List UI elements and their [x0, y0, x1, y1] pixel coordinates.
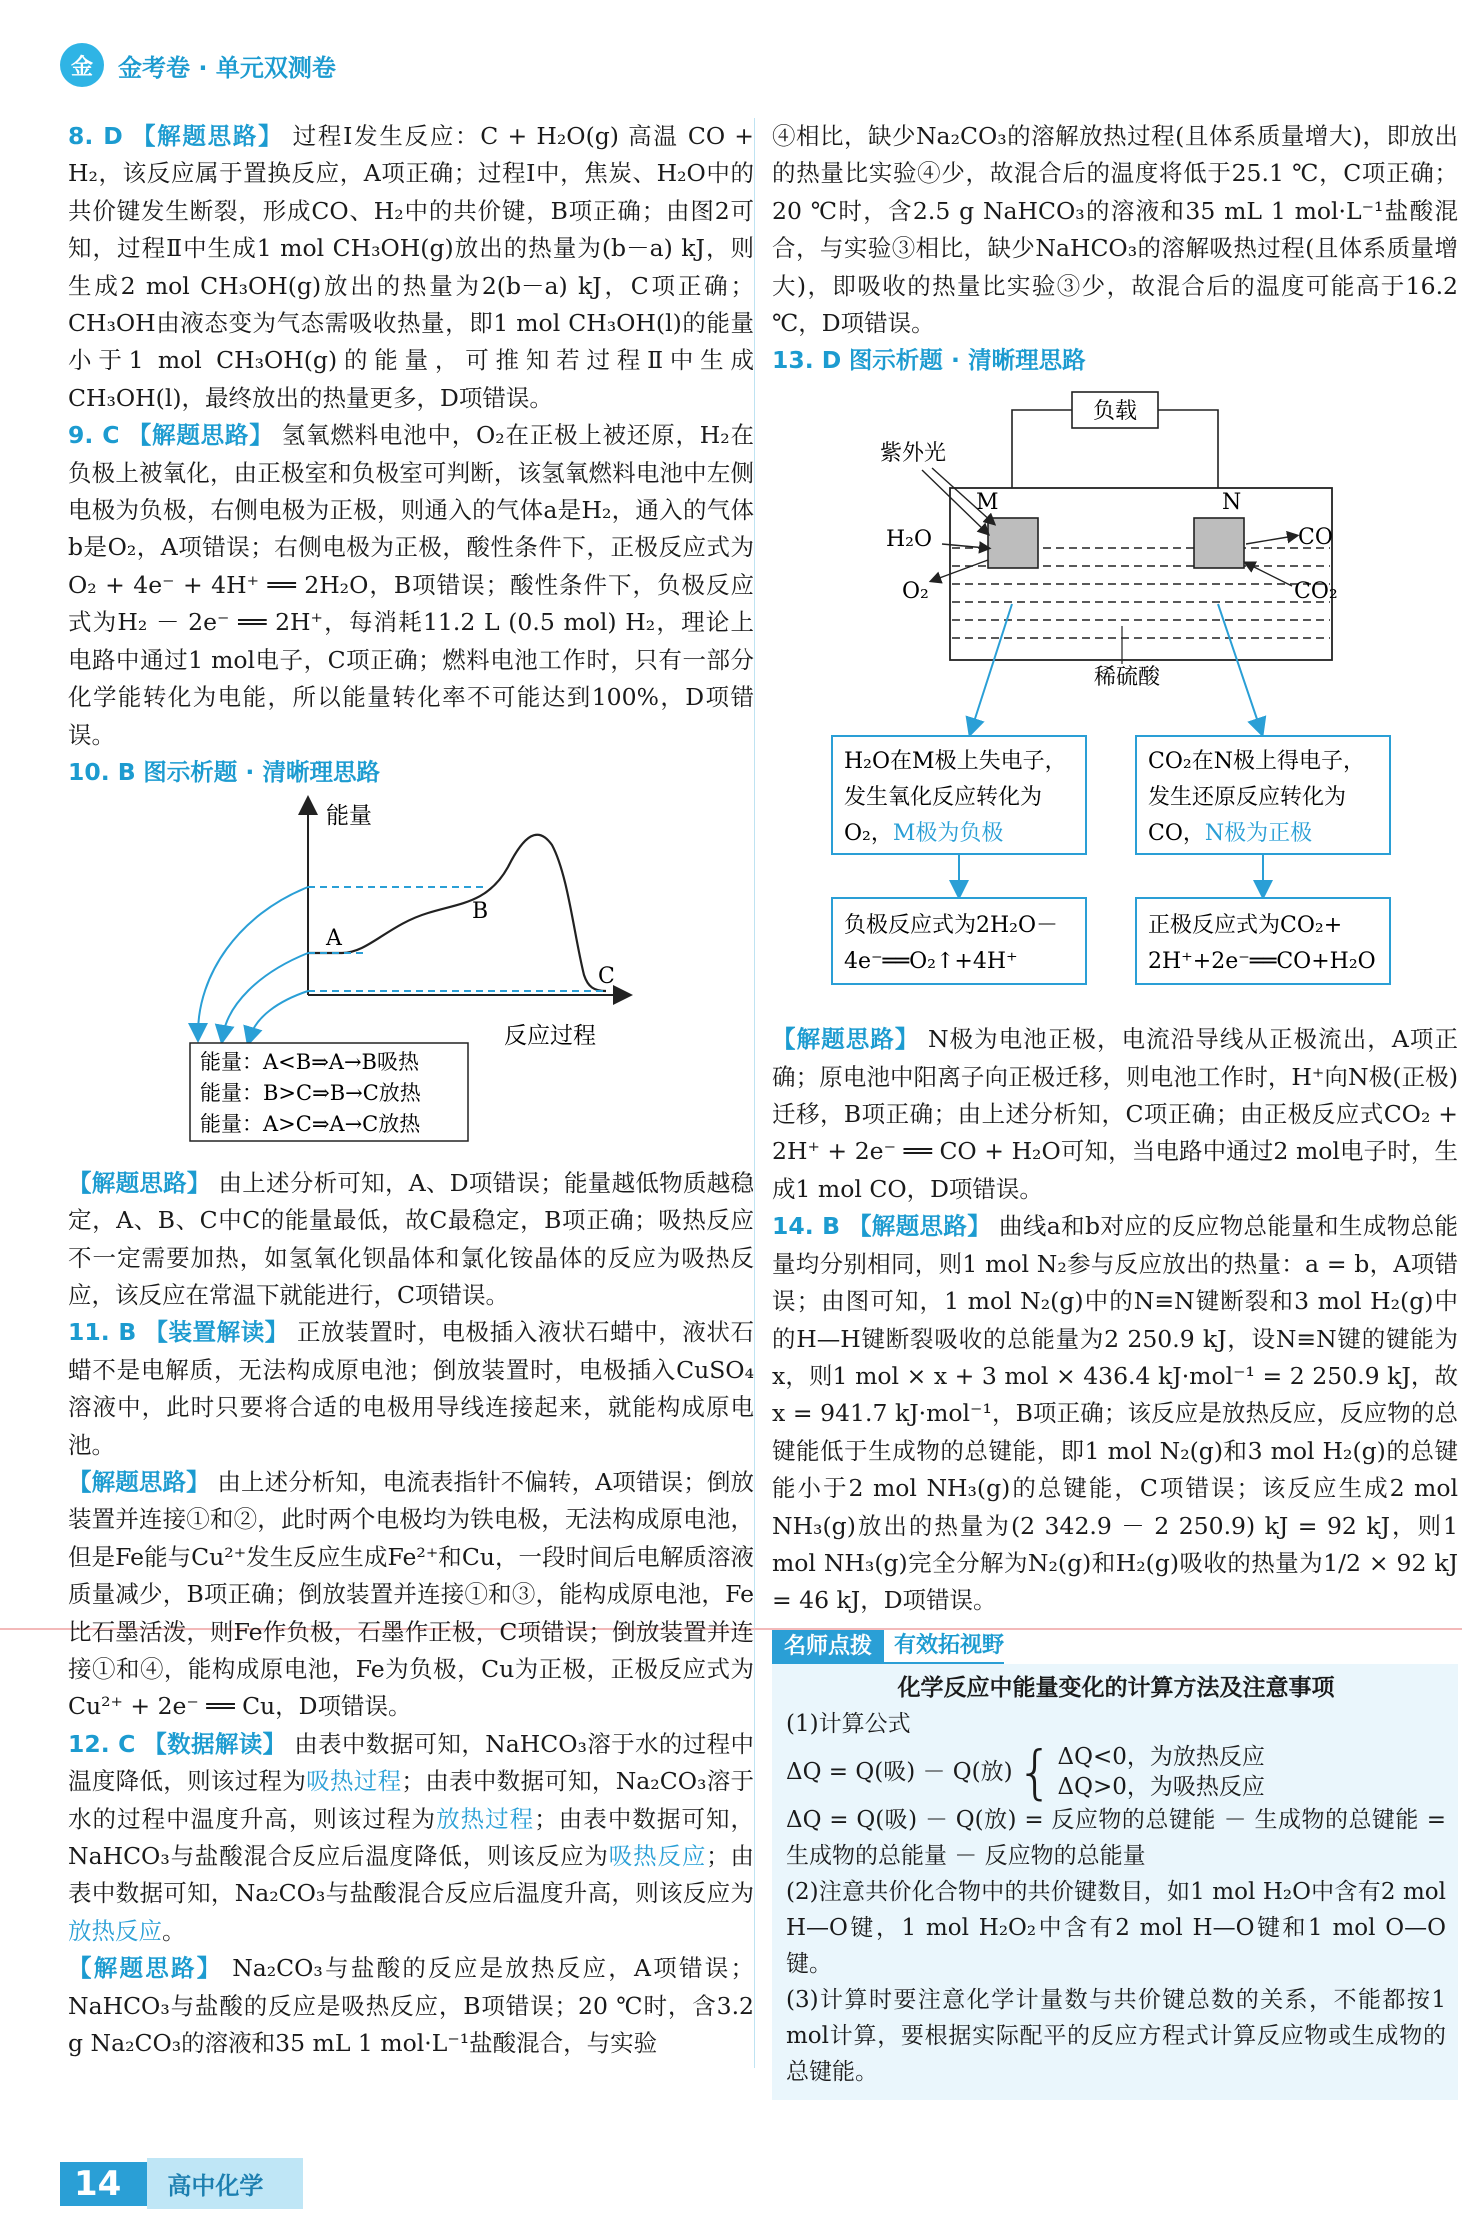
load-label: 负载 [1092, 398, 1138, 424]
answer-13-body: 【解题思路】 N极为电池正极，电流沿导线从正极流出，A项正确；原电池中阳离子向正极迁移，则电池工作时，H⁺向N极(正极)迁移，B项正确；由上述分析知，C项正确；由正极反应式CO₂ + 2H⁺ + 2e⁻ ══ CO + H₂O可知，当电路中通过2 mol电子时，生成1 mol CO，D项错误。 [772, 1025, 1458, 1203]
answer-11-body: 【解题思路】 由上述分析知，电流表指针不偏转，A项错误；倒放装置并连接①和②，此时两个电极均为铁电极，无法构成原电池，但是Fe能与Cu²⁺发生反应生成Fe²⁺和Cu，一段时间后电解质溶液质量减少，B项正确；倒放装置并连接①和③，能构成原电池，Fe比石墨活泼，则Fe作负极，石墨作正极，C项错误；倒放装置并连接①和④，能构成原电池，Fe为负极，Cu为正极，正极反应式为Cu²⁺ + 2e⁻ ══ Cu，D项错误。 [68, 1467, 754, 1721]
electrode-n [1194, 518, 1244, 568]
answer-10-body: 【解题思路】 由上述分析可知，A、D项错误；能量越低物质越稳定，A、B、C中C的能量最低，故C最稳定，B项正确；吸热反应不一定需要加热，如氢氧化钡晶体和氯化铵晶体的反应为吸热反应，该反应在常温下就能进行，C项错误。 [68, 1168, 755, 1309]
arrow-2 [223, 953, 308, 1035]
svg-text:正极反应式为CO₂+: 正极反应式为CO₂+ [1148, 912, 1343, 938]
y-axis-label: 能量 [326, 803, 372, 830]
tips-p2: ΔQ = Q(吸) － Q(放) = 反应物的总键能 － 生成物的总键能 = 生成物的总能量 － 反应物的总能量 [786, 1806, 1446, 1869]
header-title: 金考卷 · 单元双测卷 [118, 53, 336, 82]
o2-label: O₂ [902, 578, 929, 604]
energy-curve [308, 835, 606, 991]
svg-text:CO，N极为正极: CO，N极为正极 [1148, 820, 1313, 846]
box-line-1: 能量：A<B⇒A→B吸热 [200, 1050, 419, 1075]
answer-13-head: 13. D 图示析题 · 清晰理思路 [772, 346, 1086, 375]
label-a: A [326, 926, 342, 952]
label-n: N [1222, 489, 1242, 515]
x-axis-label: 反应过程 [504, 1023, 596, 1050]
cell-container [950, 488, 1332, 660]
acid-label: 稀硫酸 [1094, 664, 1161, 690]
answer-9: 9. C 【解题思路】 氢氧燃料电池中，O₂在正极上被还原，H₂在负极上被氧化，由正极室和负极室可判断，该氢氧燃料电池中左侧电极为负极，右侧电极为正极，则通入的气体a是H₂，通入的气体b是O₂，A项错误；右侧电极为正极，酸性条件下，正极反应式为O₂ + 4e⁻ + 4H⁺ ══ 2H₂O，B项错误；酸性条件下，负极反应式为H₂ － 2e⁻ ══ 2H⁺，每消耗11.2 L (0.5 mol) H₂，理论上电路中通过1 mol电子，C项正确；燃料电池工作时，只有一部分化学能转化为电能，所以能量转化率不可能达到100%，D项错误。 [68, 421, 754, 749]
answer-11: 11. B 【装置解读】 正放装置时，电极插入液状石蜡中，液状石蜡不是电解质，无法构成原电池；倒放装置时，电极插入CuSO₄溶液中，此时只要将合适的电极用导线连接起来，就能构成原电池。 [68, 1318, 754, 1459]
svg-text:负极反应式为2H₂O－: 负极反应式为2H₂O－ [844, 912, 1059, 938]
answer-14: 14. B 【解题思路】 曲线a和b对应的反应物总能量和生成物总能量均分别相同，则1 mol N₂参与反应放出的热量：a = b，A项错误；由图可知，1 mol N₂(g)中的N≡N键断裂和3 mol H₂(g)中的H—H键断裂吸收的总能量为2 250.9 kJ，设N≡N键的键能为x，则1 mol × x + 3 mol × 436.4 kJ·mol⁻¹ = 2 250.9 kJ，故x = 941.7 kJ·mol⁻¹，B项正确；该反应是放热反应，反应物的总键能低于生成物的总键能，即1 mol N₂(g)和3 mol H₂(g)的总键能小于2 mol NH₃(g)的总键能，C项错误；该反应生成2 mol NH₃(g)放出的热量为(2 342.9 － 2 250.9) kJ = 92 kJ，则1 mol NH₃(g)完全分解为N₂(g)和H₂(g)吸收的热量为1/2 × 92 kJ = 46 kJ，D项错误。 [772, 1212, 1458, 1615]
arrow-3 [250, 991, 308, 1037]
label-b: B [472, 899, 489, 925]
electrode-m [988, 518, 1038, 568]
answer-10-head: 10. B 图示析题 · 清晰理思路 [68, 757, 381, 786]
right-column [772, 118, 1458, 2100]
column-divider [754, 118, 755, 2068]
svg-text:O₂，M极为负极: O₂，M极为负极 [844, 820, 1004, 846]
svg-text:H₂O在M极上失电子，: H₂O在M极上失电子， [844, 748, 1067, 774]
tips-p1: (1)计算公式 [786, 1710, 911, 1737]
brand-logo: 金 [60, 43, 104, 87]
tips-formula: ΔQ = Q(吸) － Q(放) { ΔQ<0，为放热反应 ΔQ>0，为吸热反应 [786, 1737, 1265, 1806]
tips-p3: (2)注意共价化合物中的共价键数目，如1 mol H₂O中含有2 mol H—O键，1 mol H₂O₂中含有2 mol H—O键和1 mol O—O键。 [786, 1878, 1446, 1977]
energy-diagram [68, 795, 754, 1156]
h2o-label: H₂O [886, 526, 933, 552]
answer-12: 12. C 【数据解读】 由表中数据可知，NaHCO₃溶于水的过程中温度降低，则该过程为吸热过程；由表中数据可知，Na₂CO₃溶于水的过程中温度升高，则该过程为放热过程；由表中数据可知，NaHCO₃与盐酸混合反应后温度降低，则该反应为吸热反应；由表中数据可知，Na₂CO₃与盐酸混合反应后温度升高，则该反应为放热反应。 [68, 1729, 755, 1945]
label-m: M [976, 489, 999, 515]
page-number: 14 [60, 2162, 147, 2206]
teacher-tips-panel [772, 1630, 1458, 2100]
box-line-2: 能量：B>C⇒B→C放热 [200, 1081, 421, 1106]
box-line-3: 能量：A>C⇒A→C放热 [200, 1112, 421, 1137]
svg-text:发生氧化反应转化为: 发生氧化反应转化为 [844, 784, 1043, 810]
answer-8: 8. D 【解题思路】 过程Ⅰ发生反应：C + H₂O(g) 高温 CO + H₂，该反应属于置换反应，A项正确；过程Ⅰ中，焦炭、H₂O中的共价键发生断裂，形成CO、H₂中的共价键，B项正确；由图2可知，过程Ⅱ中生成1 mol CH₃OH(g)放出的热量为(b－a) kJ，则生成2 mol CH₃OH(g)放出的热量为2(b－a) kJ，C项正确；CH₃OH由液态变为气态需吸收热量，即1 mol CH₃OH(l)的能量小于1 mol CH₃OH(g)的能量，可推知若过程Ⅱ中生成CH₃OH(l)，最终放出的热量更多，D项错误。 [68, 122, 754, 412]
tips-badge: 名师点拨 [772, 1630, 884, 1664]
tips-p4: (3)计算时要注意化学计量数与共价键总数的关系，不能都按1 mol计算，要根据实际配平的反应方程式计算反应物或生成物的总键能。 [786, 1986, 1446, 2085]
tips-title: 化学反应中能量变化的计算方法及注意事项 [897, 1674, 1335, 1701]
svg-text:CO₂在N极上得电子，: CO₂在N极上得电子， [1148, 748, 1365, 774]
label-c: C [598, 964, 615, 990]
uv-label: 紫外光 [880, 440, 947, 466]
page-footer [60, 2158, 303, 2209]
svg-text:发生还原反应转化为: 发生还原反应转化为 [1148, 784, 1347, 810]
subject-label: 高中化学 [147, 2158, 303, 2209]
svg-text:4e⁻══O₂↑+4H⁺: 4e⁻══O₂↑+4H⁺ [844, 948, 1018, 974]
co2-label: CO₂ [1294, 578, 1338, 604]
co-label: CO [1298, 524, 1333, 550]
answer-12-body: 【解题思路】 Na₂CO₃与盐酸的反应是放热反应，A项错误；NaHCO₃与盐酸的反应是吸热反应，B项错误；20 ℃时，含3.2 g Na₂CO₃的溶液和35 mL 1 mol·L⁻¹盐酸混合，与实验 [68, 1954, 754, 2058]
left-column [68, 118, 754, 2062]
cell-diagram [772, 384, 1458, 1013]
answer-12-continued: ④相比，缺少Na₂CO₃的溶解放热过程(且体系质量增大)，即放出的热量比实验④少，故混合后的温度将低于25.1 ℃，C项正确；20 ℃时，含2.5 g NaHCO₃的溶液和35 mL 1 mol·L⁻¹盐酸混合，与实验③相比，缺少NaHCO₃的溶解吸热过程(且体系质量增大)，即吸收的热量比实验③少，故混合后的温度可能高于16.2 ℃，D项错误。 [772, 122, 1458, 338]
svg-text:2H⁺+2e⁻══CO+H₂O: 2H⁺+2e⁻══CO+H₂O [1148, 948, 1376, 974]
tips-subtitle: 有效拓视野 [884, 1630, 1004, 1664]
page-header [60, 42, 336, 88]
